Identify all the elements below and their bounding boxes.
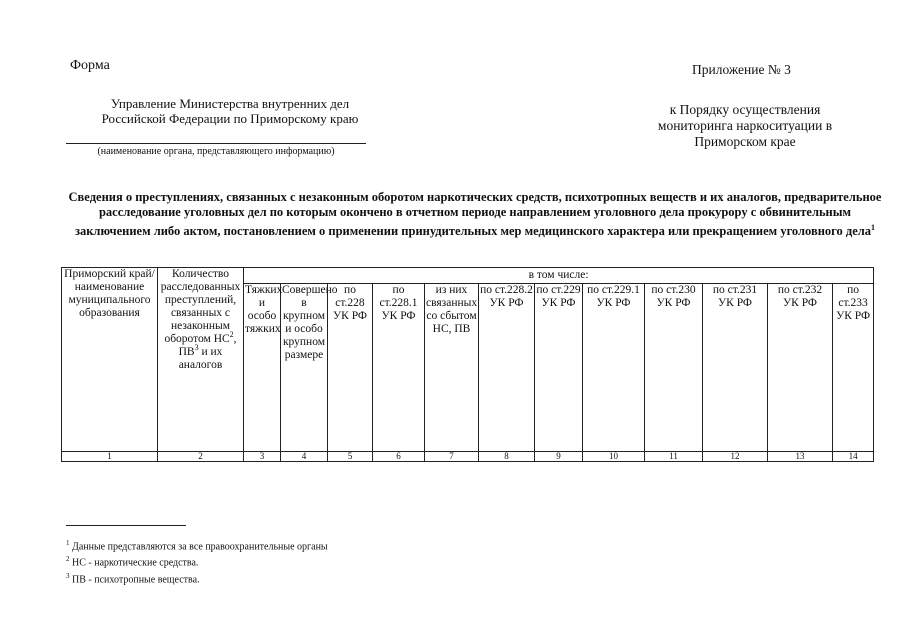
- column-number: 9: [535, 452, 583, 462]
- subheader-cell: по ст.232 УК РФ: [768, 284, 833, 452]
- subheader-cell: по ст.230 УК РФ: [645, 284, 703, 452]
- column-number: 12: [703, 452, 768, 462]
- header-including-group: в том числе:: [244, 268, 874, 284]
- appendix-reference: к Порядку осуществления мониторинга наркоситуации в Приморском крае: [657, 102, 833, 149]
- header-total-crimes-part-b: , ПВ: [178, 333, 237, 358]
- footnotes: [66, 537, 328, 586]
- column-number: 4: [281, 452, 328, 462]
- subheader-cell: по ст.231 УК РФ: [703, 284, 768, 452]
- footnote-item: [66, 553, 328, 569]
- subheader-cell: по ст.228.1 УК РФ: [373, 284, 425, 452]
- organization-name: Управление Министерства внутренних дел Российской Федерации по Приморскому краю: [101, 96, 359, 126]
- title-footnote-mark: 1: [871, 223, 876, 232]
- document-title: [60, 190, 890, 239]
- footnote-item: [66, 537, 328, 553]
- footnote-text: НС - наркотические средства.: [69, 557, 199, 569]
- column-number: 3: [244, 452, 281, 462]
- subheader-cell: по ст.229 УК РФ: [535, 284, 583, 452]
- header-municipality: Приморский край/ наименование муниципального образования: [62, 268, 158, 452]
- subheader-cell: из них связанных со сбытом НС, ПВ: [425, 284, 479, 452]
- column-number: 8: [479, 452, 535, 462]
- column-number: 13: [768, 452, 833, 462]
- subheader-cell: по ст.228 УК РФ: [328, 284, 373, 452]
- subheader-cell: по ст.228.2 УК РФ: [479, 284, 535, 452]
- footnote-mark-ns: 2: [229, 330, 234, 340]
- column-number: 6: [373, 452, 425, 462]
- footnote-item: [66, 570, 328, 586]
- organization-caption: (наименование органа, представляющего информацию): [97, 146, 335, 157]
- column-number: 5: [328, 452, 373, 462]
- column-number: 10: [583, 452, 645, 462]
- table-header-row: [62, 268, 874, 284]
- footnote-separator: [66, 525, 186, 526]
- column-number-row: [62, 452, 874, 462]
- subheader-cell: Совершено в крупном и особо крупном размере: [281, 284, 328, 452]
- column-number: 1: [62, 452, 158, 462]
- header-total-crimes-part-a: Количество расследованных преступлений, связанных с незаконным оборотом НС: [160, 268, 241, 345]
- column-number: 11: [645, 452, 703, 462]
- footnote-mark: 3: [66, 571, 70, 580]
- column-number: 14: [833, 452, 874, 462]
- header-total-crimes: [158, 268, 244, 452]
- header-total-crimes-part-c: и их аналогов: [178, 346, 223, 371]
- organization-underline: [66, 143, 366, 144]
- footnote-text: Данные представляются за все правоохранительные органы: [69, 541, 328, 553]
- document-title-text: Сведения о преступлениях, связанных с незаконным оборотом наркотических средств, психотропных веществ и их аналогов, предварительное расследование уголовных дел по которым окончено в отчетном периоде направлением уголовного дела прокурору с обвинительным заключением либо актом, постановлением о применении принудительных мер медицинского характера или прекращением уголовного дела: [68, 190, 882, 239]
- appendix-number: Приложение № 3: [692, 62, 791, 77]
- form-label: Форма: [70, 58, 110, 73]
- footnote-mark-pv: 3: [194, 343, 199, 353]
- subheader-cell: Тяжких и особо тяжких: [244, 284, 281, 452]
- subheader-cell: по ст.229.1 УК РФ: [583, 284, 645, 452]
- footnote-text: ПВ - психотропные вещества.: [69, 573, 200, 585]
- subheader-cell: по ст.233 УК РФ: [833, 284, 874, 452]
- footnote-mark: 2: [66, 555, 70, 564]
- footnote-mark: 1: [66, 539, 70, 547]
- column-number: 7: [425, 452, 479, 462]
- report-table: [61, 267, 874, 462]
- column-number: 2: [158, 452, 244, 462]
